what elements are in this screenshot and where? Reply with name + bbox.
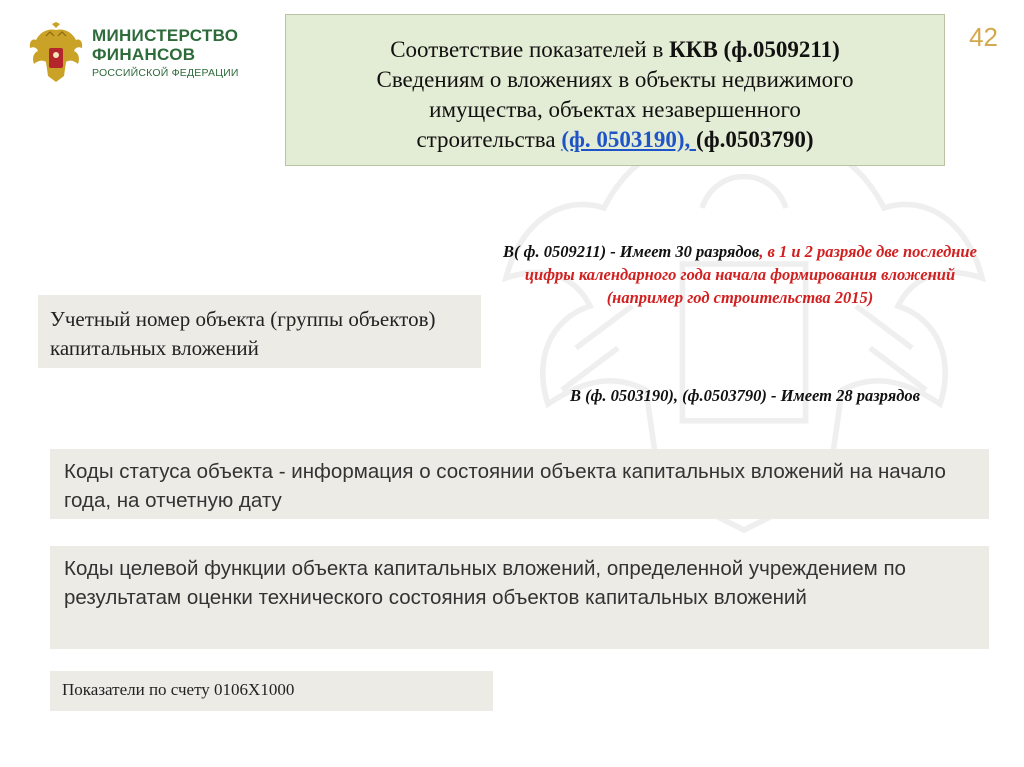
title-form-code: ККВ (ф.0509211): [669, 37, 840, 62]
coat-of-arms-icon: [28, 22, 84, 84]
title-line2: Сведениям о вложениях в объекты недвижимого: [376, 67, 854, 92]
title-line1: [286, 35, 944, 65]
title-form-0503790: (ф.0503790): [696, 127, 814, 152]
account-indicators-box: Показатели по счету 0106Х1000: [50, 671, 493, 711]
ministry-line1: МИНИСТЕРСТВО: [92, 26, 239, 45]
ministry-name: [92, 26, 239, 80]
note-30-digits: [485, 240, 995, 309]
note-28-digits: В (ф. 0503190), (ф.0503790) - Имеет 28 разрядов: [569, 386, 921, 405]
ministry-line2: ФИНАНСОВ: [92, 45, 196, 64]
form-0503190-link[interactable]: (ф. 0503190),: [561, 127, 697, 152]
target-function-codes-box: Коды целевой функции объекта капитальных вложений, определенной учреждением по результатам оценки технического состояния объектов капитальных вложений: [50, 546, 989, 649]
slide-title: [285, 14, 945, 166]
object-number-box: Учетный номер объекта (группы объектов) капитальных вложений: [38, 295, 481, 368]
slide-number: 42: [969, 22, 998, 52]
title-line4: [286, 125, 944, 155]
note-30-red: , в 1 и 2 разряде две последние цифры календарного года начала формирования вложений (например год строительства 2015): [524, 242, 977, 307]
title-part1: Соответствие показателей в: [390, 37, 670, 62]
ministry-logo: [28, 22, 268, 92]
status-codes-box: Коды статуса объекта - информация о состоянии объекта капитальных вложений на начало года, на отчетную дату: [50, 449, 989, 519]
title-line4-start: строительства: [416, 127, 562, 152]
ministry-line3: РОССИЙСКОЙ ФЕДЕРАЦИИ: [92, 67, 239, 79]
note-30-black: В( ф. 0509211) - Имеет 30 разрядов: [503, 242, 760, 261]
title-line3: имущества, объектах незавершенного: [429, 97, 801, 122]
